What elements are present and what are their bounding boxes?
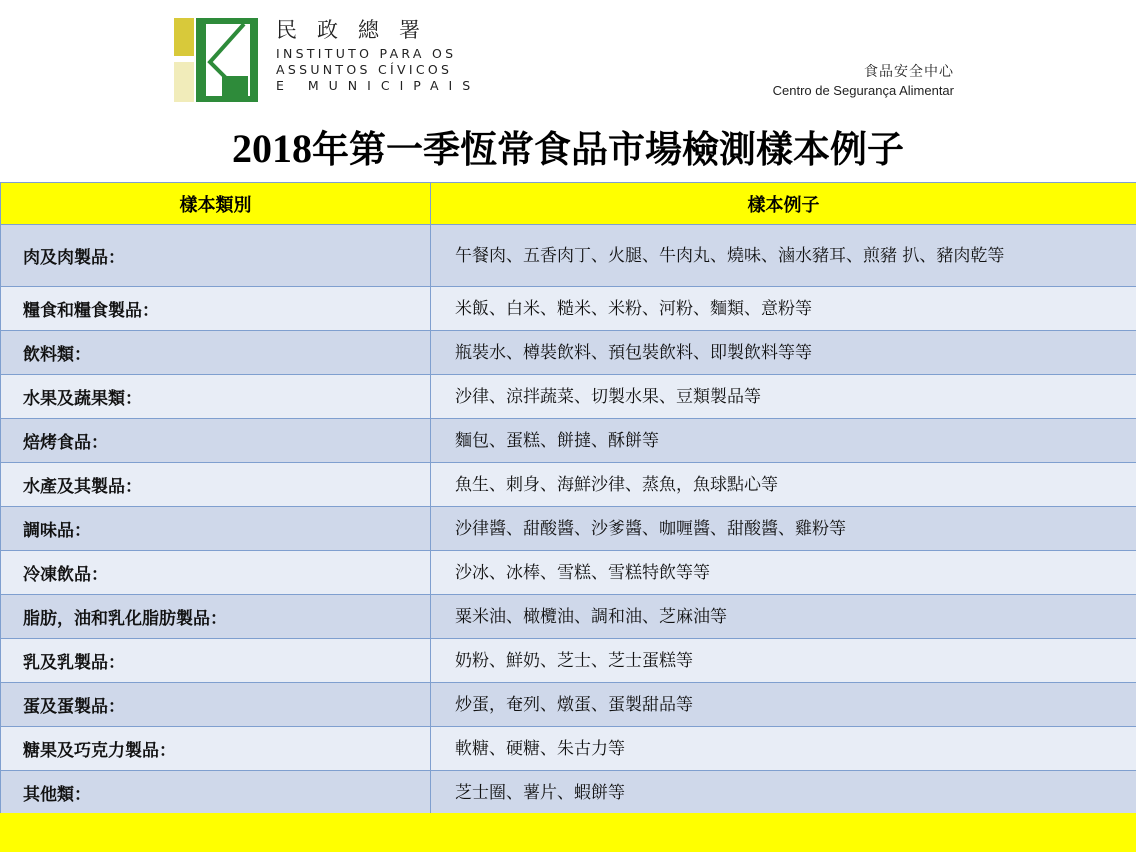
category-cell: 飲料類： (1, 331, 431, 375)
examples-cell: 午餐肉、五香肉丁、火腿、牛肉丸、燒味、滷水豬耳、煎豬 扒、豬肉乾等 (431, 225, 1136, 287)
header-examples: 樣本例子 (431, 183, 1136, 225)
category-cell: 調味品： (1, 507, 431, 551)
table-row (1, 639, 1136, 683)
examples-cell: 瓶裝水、樽裝飲料、預包裝飲料、即製飲料等等 (431, 331, 1136, 375)
org-pt-line-2: ASSUNTOS CÍVICOS (276, 62, 453, 77)
examples-cell: 沙冰、冰棒、雪糕、雪糕特飲等等 (431, 551, 1136, 595)
samples-table (0, 182, 1136, 815)
table-row (1, 551, 1136, 595)
category-cell: 蛋及蛋製品： (1, 683, 431, 727)
examples-cell: 粟米油、橄欖油、調和油、芝麻油等 (431, 595, 1136, 639)
table-header-row (1, 183, 1136, 225)
table-row (1, 419, 1136, 463)
table-row (1, 595, 1136, 639)
food-safety-centre-label (773, 62, 954, 99)
table-row (1, 463, 1136, 507)
org-name-portuguese (276, 46, 480, 94)
category-cell: 冷凍飲品： (1, 551, 431, 595)
examples-cell: 沙律醬、甜酸醬、沙爹醬、咖喱醬、甜酸醬、雞粉等 (431, 507, 1136, 551)
examples-cell: 麵包、蛋糕、餅撻、酥餅等 (431, 419, 1136, 463)
table-row (1, 683, 1136, 727)
page-header (0, 0, 1136, 120)
iacm-logo-icon (174, 18, 258, 102)
title-text: 年第一季恆常食品市場檢測樣本例子 (312, 128, 904, 171)
title-year: 2018 (232, 126, 312, 171)
cfs-name-chinese: 食品安全中心 (864, 63, 954, 79)
table-row (1, 375, 1136, 419)
org-name-chinese: 民政總署 (276, 18, 440, 42)
table-row (1, 225, 1136, 287)
examples-cell: 奶粉、鮮奶、芝士、芝士蛋糕等 (431, 639, 1136, 683)
category-cell: 脂肪，油和乳化脂肪製品： (1, 595, 431, 639)
table-row (1, 507, 1136, 551)
examples-cell: 沙律、涼拌蔬菜、切製水果、豆類製品等 (431, 375, 1136, 419)
category-cell: 肉及肉製品： (1, 225, 431, 287)
category-cell: 其他類： (1, 771, 431, 815)
category-cell: 糖果及巧克力製品： (1, 727, 431, 771)
page-title (0, 122, 1136, 177)
category-cell: 焙烤食品： (1, 419, 431, 463)
cfs-name-portuguese: Centro de Segurança Alimentar (772, 83, 954, 98)
examples-cell: 魚生、刺身、海鮮沙律、蒸魚，魚球點心等 (431, 463, 1136, 507)
examples-cell: 炒蛋，奄列、燉蛋、蛋製甜品等 (431, 683, 1136, 727)
examples-cell: 芝士圈、薯片、蝦餅等 (431, 771, 1136, 815)
examples-cell: 軟糖、硬糖、朱古力等 (431, 727, 1136, 771)
header-category: 樣本類別 (1, 183, 431, 225)
table-row (1, 331, 1136, 375)
examples-cell: 米飯、白米、糙米、米粉、河粉、麵類、意粉等 (431, 287, 1136, 331)
category-cell: 水果及蔬果類： (1, 375, 431, 419)
org-pt-line-3: E MUNICIPAIS (276, 78, 481, 93)
category-cell: 水產及其製品： (1, 463, 431, 507)
org-pt-line-1: INSTITUTO PARA OS (276, 46, 457, 61)
category-cell: 乳及乳製品： (1, 639, 431, 683)
category-cell: 糧食和糧食製品： (1, 287, 431, 331)
table-row (1, 287, 1136, 331)
footer-band (0, 813, 1136, 852)
table-row (1, 771, 1136, 815)
table-row (1, 727, 1136, 771)
